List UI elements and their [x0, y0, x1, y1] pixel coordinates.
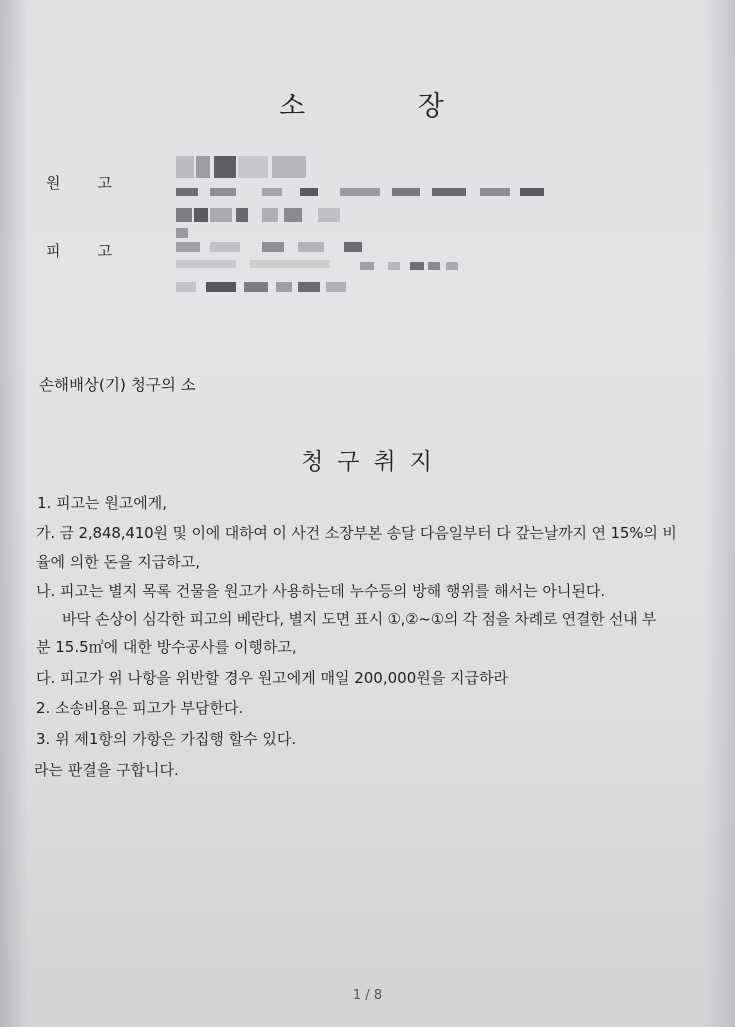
- claim-line: 나. 피고는 별지 목록 건물을 원고가 사용하는데 누수등의 방해 행위를 해서는 아니된다.: [36, 582, 606, 600]
- claim-line: 다. 피고가 위 나항을 위반할 경우 원고에게 매일 200,000원을 지급하라: [36, 669, 508, 687]
- claim-line: 율에 의한 돈을 지급하고,: [36, 553, 200, 571]
- defendant-label: 피고: [46, 242, 149, 260]
- claim-line: 분 15.5㎡에 대한 방수공사를 이행하고,: [36, 638, 297, 656]
- claim-line: 라는 판결을 구합니다.: [34, 761, 179, 779]
- claim-line: 가. 금 2,848,410원 및 이에 대하여 이 사건 소장부본 송달 다음일부터 다 갚는날까지 연 15%의 비: [36, 524, 677, 542]
- page-number: 1 / 8: [352, 988, 383, 1003]
- plaintiff-label: 원고: [46, 174, 149, 192]
- claim-line: 바닥 손상이 심각한 피고의 베란다, 별지 도면 표시 ①,②~①의 각 점을 차례로 연결한 선내 부: [62, 610, 657, 628]
- claim-line: 3. 위 제1항의 가항은 가집행 할수 있다.: [36, 730, 297, 748]
- claim-line: 2. 소송비용은 피고가 부담한다.: [36, 699, 244, 717]
- section-heading: 청구취지: [301, 449, 446, 475]
- case-name: 손해배상(기) 청구의 소: [39, 376, 196, 394]
- document-title: 소 장: [279, 91, 496, 122]
- claim-line: 1. 피고는 원고에게,: [37, 494, 168, 512]
